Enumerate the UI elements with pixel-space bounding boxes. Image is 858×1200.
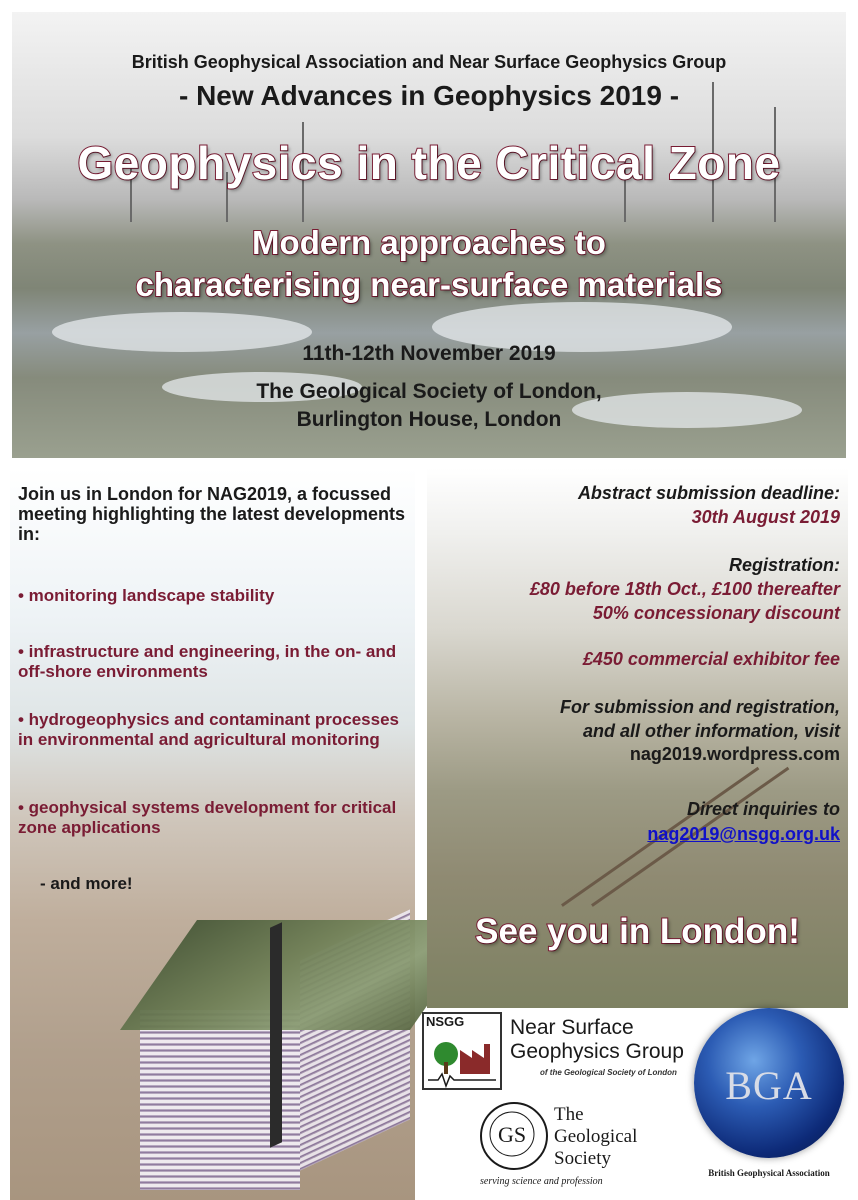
tree-factory-icon [424,1014,500,1088]
nsgg-logo [422,1012,502,1090]
abstract-deadline-label: Abstract submission deadline: [577,483,840,503]
subtitle [12,222,846,306]
gs-name-line-3: Society [554,1148,611,1169]
hero-panel [12,12,846,458]
subtitle-line-2: characterising near-surface materials [135,266,723,303]
geological-society-motto: serving science and profession [480,1176,603,1187]
gpr-cube-slice [270,922,282,1148]
event-venue [12,378,846,434]
registration-label: Registration: [728,555,840,575]
geological-society-seal-icon [480,1102,548,1170]
nsgg-name [510,1016,684,1064]
info-line-2: and all other information, visit [582,721,840,741]
venue-line-2: Burlington House, London [296,408,562,431]
closing-slogan: See you in London! [475,912,800,951]
nsgg-subtitle: of the Geological Society of London [540,1068,677,1077]
geological-society-name [554,1104,637,1170]
inquiries-label: Direct inquiries to [686,799,840,819]
topic-item: • monitoring landscape stability [18,586,275,605]
topic-item: • infrastructure and engineering, in the on- and off-shore environments [18,642,397,681]
and-more-text: - and more! [40,874,133,893]
nsgg-logo-tag: NSGG [426,1014,465,1029]
venue-line-1: The Geological Society of London, [256,380,602,403]
intro-text: Join us in London for NAG2019, a focussed meeting highlighting the latest developments in: [18,484,406,544]
info-line-1: For submission and registration, [559,697,840,717]
svg-text:GS: GS [497,1122,527,1147]
nsgg-name-line-2: Geophysics Group [510,1040,684,1063]
exhibitor-fee: £450 commercial exhibitor fee [582,649,840,669]
gs-name-line-1: The [554,1104,584,1125]
website-link[interactable]: nag2019.wordpress.com [629,744,840,764]
subtitle-line-1: Modern approaches to [252,224,606,261]
topic-item: • hydrogeophysics and contaminant processes in environmental and agricultural monitoring [18,710,399,749]
email-link[interactable]: nag2019@nsgg.org.uk [647,824,840,844]
page-title: Geophysics in the Critical Zone [77,137,781,189]
concession-discount: 50% concessionary discount [592,603,840,623]
bga-name: British Geophysical Association [708,1168,830,1178]
abstract-deadline-date: 30th August 2019 [691,507,840,527]
event-dates: 11th-12th November 2019 [302,342,556,365]
registration-fee: £80 before 18th Oct., £100 thereafter [529,579,840,599]
nsgg-name-line-1: Near Surface [510,1016,634,1039]
meeting-name: - New Advances in Geophysics 2019 - [178,80,680,111]
organiser-line: British Geophysical Association and Near Surface Geophysics Group [131,52,727,72]
topic-item: • geophysical systems development for critical zone applications [18,798,397,837]
bga-logo-letters: BGA [725,1063,813,1108]
gs-name-line-2: Geological [554,1126,638,1147]
